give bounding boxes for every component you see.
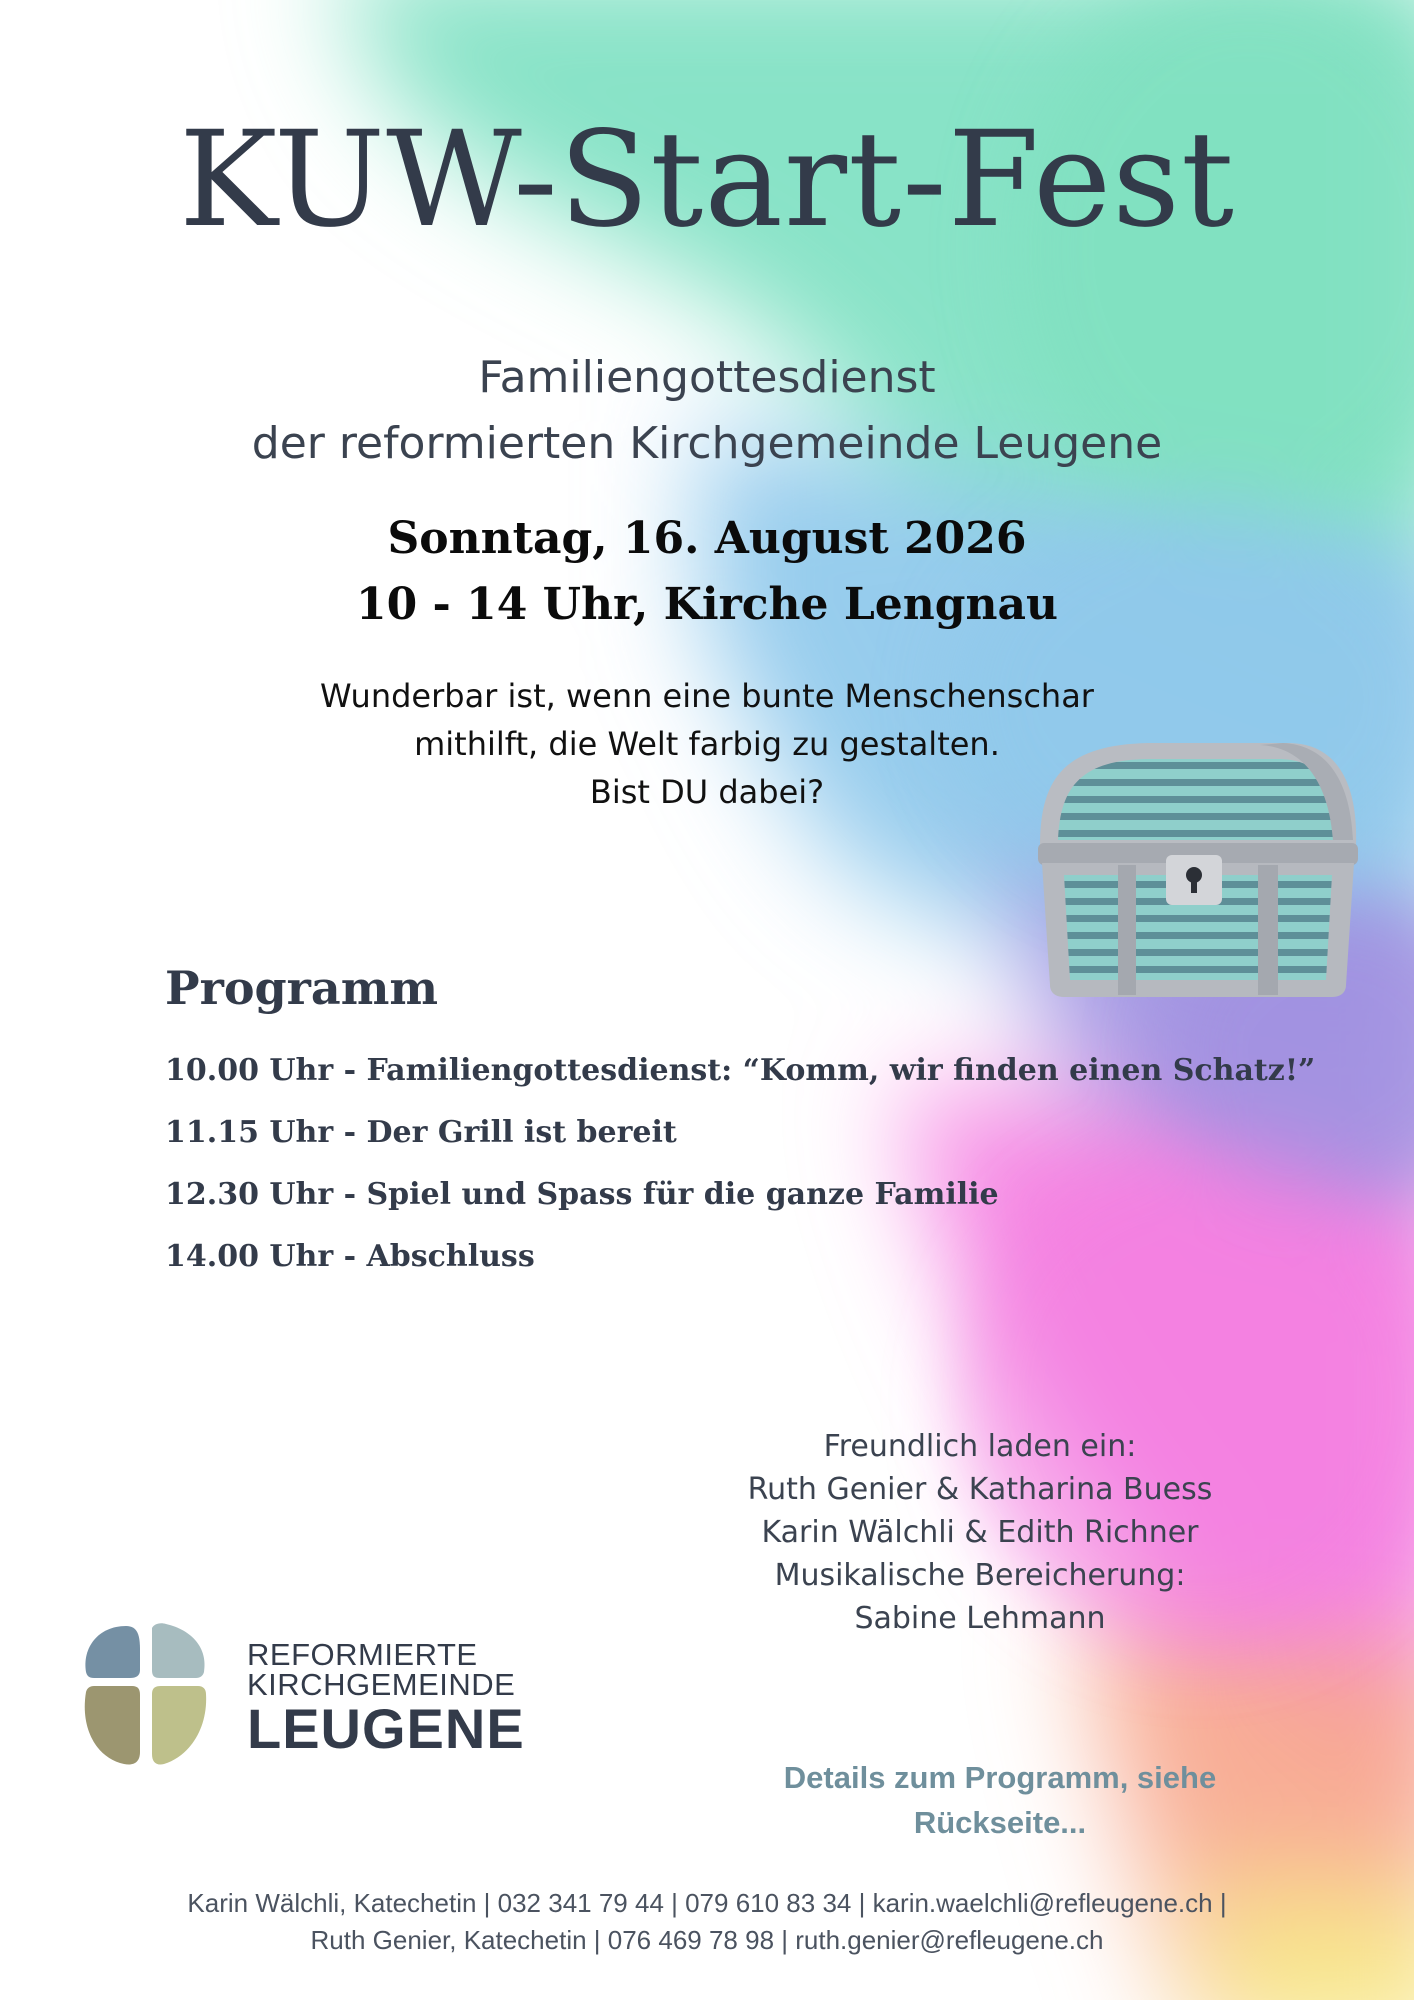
invite-line: Musikalische Bereicherung: xyxy=(774,1558,1186,1593)
subtitle-line: Familiengottesdienst xyxy=(478,352,936,403)
details-line: Details zum Programm, siehe xyxy=(783,1760,1217,1795)
poster-title: KUW-Start-Fest xyxy=(178,103,1235,257)
invite-line: Sabine Lehmann xyxy=(854,1601,1106,1636)
details-note xyxy=(740,1755,1260,1845)
event-date xyxy=(0,506,1414,638)
logo-line: LEUGENE xyxy=(247,1697,525,1760)
footer-line: Ruth Genier, Katechetin | 076 469 78 98 | ruth.genier@refleugene.ch xyxy=(310,1925,1104,1955)
footer-line: Karin Wälchli, Katechetin | 032 341 79 44 | 079 610 83 34 | karin.waelchli@refleugene.ch | xyxy=(187,1888,1227,1918)
contact-footer xyxy=(0,1885,1414,1959)
church-logo xyxy=(80,1620,580,1770)
program-heading: Programm xyxy=(165,961,439,1015)
cross-logo-icon xyxy=(80,1620,215,1770)
logo-wordmark xyxy=(247,1637,525,1760)
program-item: 12.30 Uhr - Spiel und Spass für die ganze Familie xyxy=(165,1177,999,1212)
invite-line: Karin Wälchli & Edith Richner xyxy=(761,1515,1199,1550)
poster-subtitle xyxy=(0,345,1414,477)
invitation-block xyxy=(700,1425,1260,1640)
tagline-line: mithilft, die Welt farbig zu gestalten. xyxy=(414,725,1000,763)
tagline-line: Wunderbar ist, wenn eine bunte Menschenschar xyxy=(320,677,1094,715)
details-line: Rückseite... xyxy=(913,1805,1087,1840)
invite-line: Ruth Genier & Katharina Buess xyxy=(747,1472,1213,1507)
program-item: 11.15 Uhr - Der Grill ist bereit xyxy=(165,1115,677,1150)
treasure-chest-icon xyxy=(1028,735,1363,1000)
subtitle-line: der reformierten Kirchgemeinde Leugene xyxy=(251,418,1163,469)
program-item: 10.00 Uhr - Familiengottesdienst: “Komm, wir finden einen Schatz!” xyxy=(165,1053,1316,1088)
date-line: Sonntag, 16. August 2026 xyxy=(387,513,1027,564)
tagline-line: Bist DU dabei? xyxy=(589,773,825,811)
invite-line: Freundlich laden ein: xyxy=(823,1429,1137,1464)
logo-line: REFORMIERTE xyxy=(247,1637,478,1672)
program-list xyxy=(165,1040,1365,1288)
time-place-line: 10 - 14 Uhr, Kirche Lengnau xyxy=(355,579,1059,630)
logo-line: KIRCHGEMEINDE xyxy=(247,1667,516,1702)
program-item: 14.00 Uhr - Abschluss xyxy=(165,1239,535,1274)
